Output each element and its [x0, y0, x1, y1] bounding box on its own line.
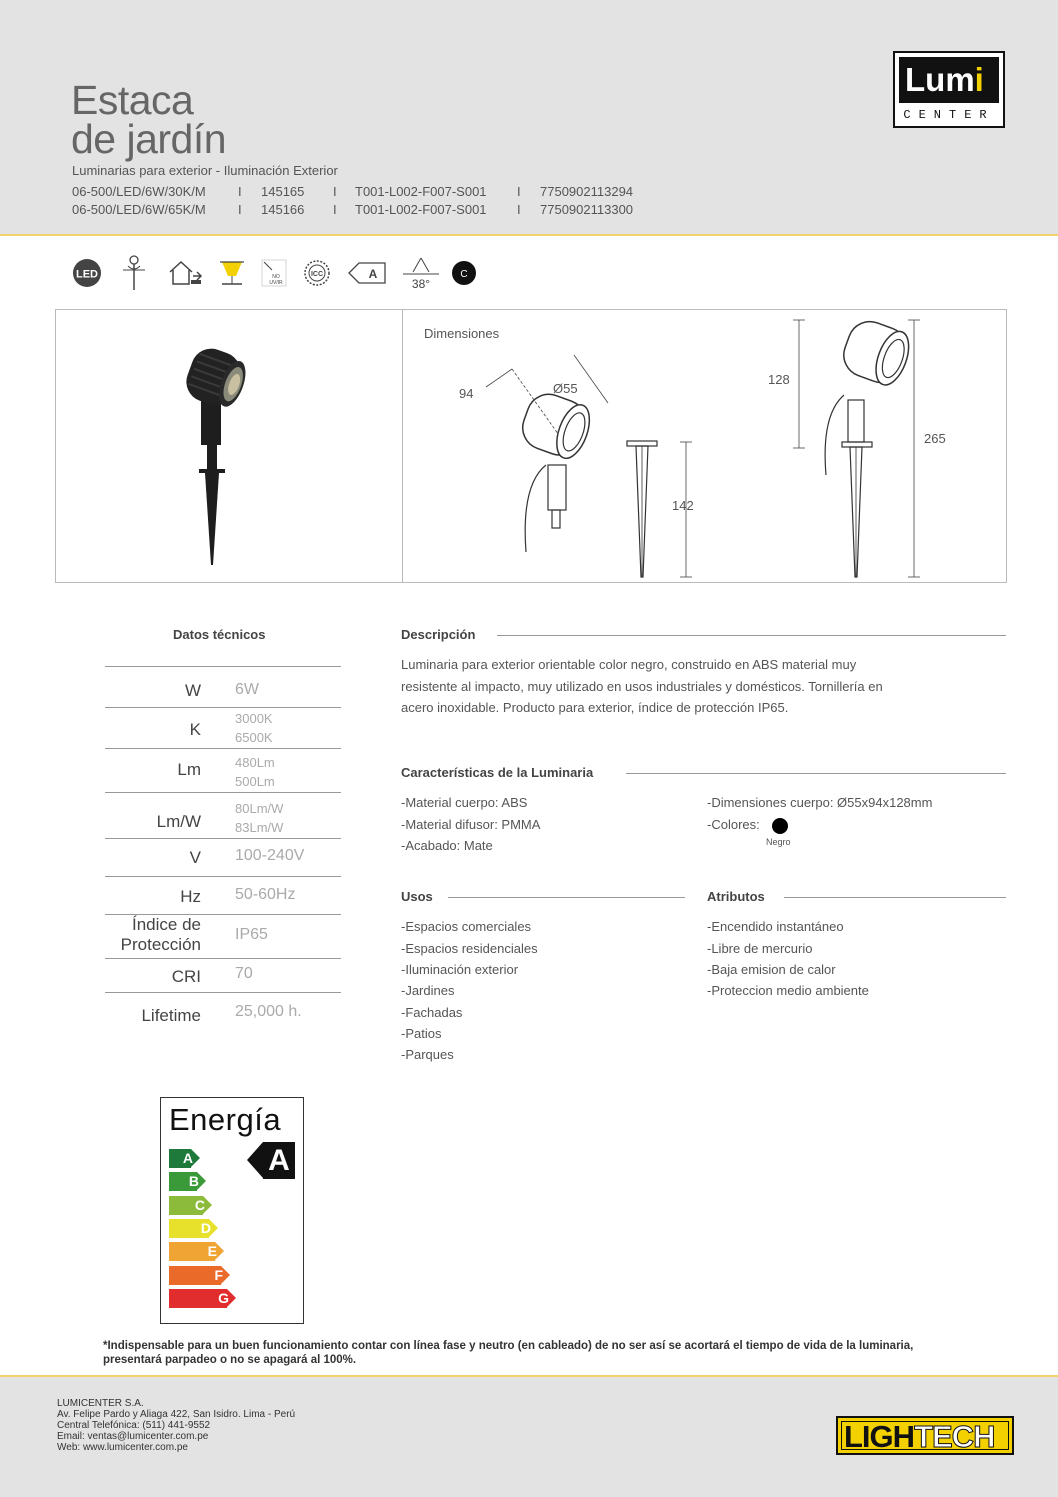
descripcion-line: resistente al impacto, muy utilizado en usos industriales y domésticos. Tornillería en [401, 678, 883, 694]
uso-item: -Jardines [401, 983, 455, 998]
section-rule [448, 897, 685, 898]
beam-angle-value: 38° [411, 277, 431, 291]
header-band [0, 0, 1058, 236]
page-title-line-2: de jardín [71, 116, 227, 162]
section-rule [784, 897, 1006, 898]
energy-bar-c [169, 1196, 213, 1215]
spec-label: K [189, 720, 201, 739]
footer-phone: Central Telefónica: (511) 441-9552 [57, 1420, 211, 1431]
separator: I [333, 184, 337, 199]
svg-text:A: A [368, 267, 378, 281]
datos-tecnicos-title: Datos técnicos [173, 627, 266, 642]
page-subtitle: Luminarias para exterior - Iluminación Exterior [72, 163, 338, 178]
product-code: 145166 [261, 202, 305, 217]
color-icon [451, 255, 477, 291]
footer-band [0, 1375, 1058, 1497]
led-icon [72, 255, 102, 291]
spec-row [105, 876, 341, 914]
energy-bar-letter: B [188, 1173, 199, 1190]
svg-text:NO: NO [272, 274, 280, 280]
separator: I [517, 202, 521, 217]
spec-value: 80Lm/W [235, 801, 284, 816]
downlight-icon [218, 255, 246, 291]
footer-email: Email: ventas@lumicenter.com.pe [57, 1431, 209, 1442]
spec-label: Hz [180, 887, 201, 906]
energy-bar-f [169, 1266, 231, 1285]
reference-code: T001-L002-F007-S001 [355, 184, 487, 199]
footer-address: Av. Felipe Pardo y Aliaga 422, San Isidro. Lima - Perú [57, 1409, 296, 1420]
model-code: 06-500/LED/6W/30K/M [72, 184, 206, 199]
uso-item: -Fachadas [401, 1005, 463, 1020]
separator: I [238, 184, 242, 199]
energy-bar-b [169, 1172, 207, 1191]
spec-value: IP65 [235, 926, 268, 943]
dimension-94: 94 [459, 386, 474, 401]
energy-bar-g [169, 1289, 237, 1308]
lightech-logo [836, 1416, 1014, 1455]
lumicenter-logo [893, 51, 1005, 128]
spec-value: 3000K [235, 711, 273, 726]
dimension-142: 142 [672, 498, 694, 513]
spec-row [105, 992, 341, 1032]
atributo-item: -Proteccion medio ambiente [707, 983, 869, 998]
product-code-row [72, 184, 772, 200]
spec-value: 25,000 h. [235, 1003, 302, 1020]
spec-value: 500Lm [235, 774, 275, 789]
section-rule [497, 635, 1006, 636]
energy-bar-a [169, 1149, 201, 1168]
spec-table [105, 666, 341, 1032]
footnote-line: presentará parpadeo o no se apagará al 100%. [103, 1354, 357, 1366]
feature-icon-row [70, 255, 500, 295]
dimension-128: 128 [768, 372, 790, 387]
page-title-line-1: Estaca [71, 77, 194, 123]
spec-row [105, 748, 341, 792]
atributo-item: -Baja emision de calor [707, 962, 836, 977]
descripcion-title: Descripción [401, 627, 476, 642]
icc-icon [303, 255, 331, 291]
dimensions-title: Dimensiones [424, 326, 500, 341]
product-image-panel [55, 309, 1007, 583]
spec-value: 50-60Hz [235, 886, 296, 903]
descripcion-line: acero inoxidable. Producto para exterior, índice de protección IP65. [401, 700, 789, 715]
model-code: 06-500/LED/6W/65K/M [72, 202, 206, 217]
spec-row [105, 958, 341, 992]
spec-value: 6500K [235, 730, 273, 745]
uso-item: -Espacios residenciales [401, 941, 538, 956]
spec-row [105, 914, 341, 958]
atributos-title: Atributos [707, 889, 765, 904]
spec-row [105, 792, 341, 838]
caracteristica-item: -Colores: [707, 817, 760, 832]
caracteristica-item: -Material cuerpo: ABS [401, 795, 528, 810]
energy-bar-d [169, 1219, 219, 1238]
atributo-item: -Encendido instantáneo [707, 919, 844, 934]
spec-label: Índice de [132, 915, 201, 934]
caracteristica-item: -Material difusor: PMMA [401, 817, 541, 832]
energy-bar-letter: C [194, 1196, 205, 1213]
dimension-diameter-55: Ø55 [553, 381, 578, 396]
atributo-item: -Libre de mercurio [707, 941, 813, 956]
energy-bar-letter: E [207, 1243, 217, 1260]
spec-label: Lm/W [156, 812, 201, 831]
uso-item: -Parques [401, 1047, 454, 1062]
separator: I [238, 202, 242, 217]
spec-value: 83Lm/W [235, 820, 284, 835]
svg-text:UV/IR: UV/IR [269, 280, 283, 286]
energy-class-icon [347, 255, 387, 291]
dimension-drawing [456, 315, 986, 580]
caracteristica-item: -Dimensiones cuerpo: Ø55x94x128mm [707, 795, 933, 810]
spec-value: 70 [235, 965, 253, 982]
ean-code: 7750902113300 [540, 202, 634, 217]
svg-text:ICC: ICC [310, 271, 324, 278]
uso-item: -Iluminación exterior [401, 962, 519, 977]
product-photo [171, 335, 261, 570]
footnote [103, 1339, 983, 1367]
product-code: 145165 [261, 184, 305, 199]
energy-label [160, 1097, 304, 1324]
separator: I [333, 202, 337, 217]
spec-label: Protección [120, 935, 201, 954]
no-uv-ir-icon [260, 255, 288, 291]
spec-row [105, 707, 341, 748]
svg-text:LED: LED [76, 268, 98, 281]
outdoor-house-icon [167, 255, 203, 291]
energy-bar-letter: A [182, 1150, 193, 1166]
footer-company: LUMICENTER S.A. [57, 1398, 144, 1409]
spec-label: V [189, 848, 201, 867]
spec-value: 480Lm [235, 755, 275, 770]
energy-rating-marker [247, 1142, 295, 1179]
usos-title: Usos [401, 889, 433, 904]
reference-code: T001-L002-F007-S001 [355, 202, 487, 217]
spike-icon [120, 255, 148, 291]
spec-value: 6W [235, 681, 259, 698]
spec-row [105, 666, 341, 707]
spec-label: CRI [171, 967, 201, 986]
energy-bar-letter: G [218, 1289, 229, 1306]
spec-label: Lifetime [141, 1006, 201, 1025]
footnote-line: *Indispensable para un buen funcionamiento contar con línea fase y neutro (en cableado) de no ser así se acortará el tiempo de vida de la luminaria, [103, 1340, 914, 1352]
panel-divider [402, 310, 403, 583]
logo-text-i: i [974, 61, 984, 98]
descripcion-line: Luminaria para exterior orientable color negro, construido en ABS material muy [401, 657, 857, 672]
separator: I [517, 184, 521, 199]
energy-bar-letter: D [200, 1219, 211, 1236]
spec-value: 100-240V [235, 847, 305, 864]
dimension-265: 265 [924, 431, 946, 446]
lightech-logo-tech: TECH [914, 1419, 995, 1454]
energy-bar-e [169, 1242, 225, 1261]
footer-web: Web: www.lumicenter.com.pe [57, 1442, 188, 1453]
product-code-row [72, 202, 772, 218]
beam-angle-icon [401, 255, 441, 291]
logo-text: Lum [905, 61, 975, 98]
caracteristica-item: -Acabado: Mate [401, 838, 493, 853]
svg-text:C: C [460, 269, 468, 280]
lightech-logo-light: LIGH [844, 1419, 915, 1454]
ean-code: 7750902113294 [540, 184, 634, 199]
logo-subtext: CENTER [903, 108, 995, 122]
color-swatch-label: Negro [766, 837, 791, 847]
spec-row [105, 838, 341, 876]
caracteristicas-title: Características de la Luminaria [401, 765, 594, 780]
energy-rating-letter: A [263, 1142, 295, 1179]
energy-label-title: Energía [169, 1102, 282, 1137]
spec-label: Lm [177, 760, 201, 779]
energy-bar-letter: F [214, 1266, 223, 1283]
section-rule [626, 773, 1006, 774]
color-swatch-black [772, 818, 788, 834]
uso-item: -Espacios comerciales [401, 919, 532, 934]
descripcion-text [401, 654, 1001, 719]
uso-item: -Patios [401, 1026, 442, 1041]
spec-label: W [184, 681, 201, 700]
